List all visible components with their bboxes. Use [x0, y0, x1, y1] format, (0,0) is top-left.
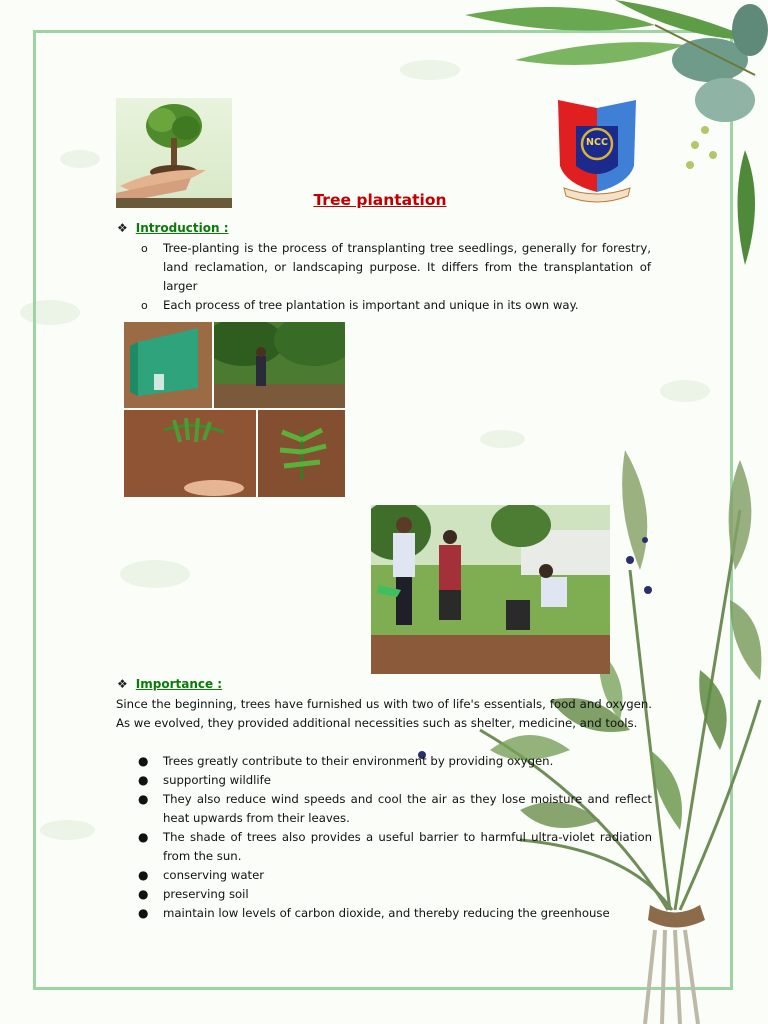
- circle-bullet-icon: o: [141, 242, 148, 255]
- ncc-logo: [556, 96, 638, 206]
- officials-planting-photo: [371, 505, 610, 674]
- intro-item: o Each process of tree plantation is important and unique in its own way.: [163, 296, 651, 315]
- tree-guard-photo: [124, 322, 212, 408]
- page-title: Tree plantation: [313, 191, 447, 209]
- people-planting-photo: [214, 322, 345, 408]
- importance-item: ● conserving water: [163, 866, 652, 885]
- diamond-bullet-icon: ❖: [117, 677, 128, 691]
- importance-item: ● They also reduce wind speeds and cool the air as they lose moisture and reflect heat upwards from their leaves.: [138, 792, 652, 825]
- bullet-dot-icon: ●: [138, 830, 149, 844]
- circle-bullet-icon: o: [141, 299, 148, 312]
- bullet-dot-icon: ●: [138, 887, 149, 901]
- seedling-soil-photo: [124, 410, 256, 497]
- diamond-bullet-icon: ❖: [117, 221, 128, 235]
- importance-item: ● supporting wildlife: [163, 771, 652, 790]
- importance-item: ● preserving soil: [163, 885, 652, 904]
- young-plant-photo: [258, 410, 345, 497]
- importance-paragraph: Since the beginning, trees have furnished us with two of life's essentials, food and oxygen. As we evolved, they provided additional necessities such as shelter, medicine, and tools.: [116, 697, 652, 730]
- importance-item: ● Trees greatly contribute to their environment by providing oxygen.: [163, 752, 652, 771]
- bullet-dot-icon: ●: [138, 792, 149, 806]
- bullet-dot-icon: ●: [138, 773, 149, 787]
- ncc-logo-text: NCC: [586, 137, 608, 148]
- bullet-dot-icon: ●: [138, 868, 149, 882]
- intro-item: o Tree-planting is the process of transplanting tree seedlings, generally for forestry, land reclamation, or landscaping purpose. It differs from the transplantation of larger: [141, 241, 651, 293]
- importance-heading: ❖ Importance :: [117, 677, 223, 691]
- bullet-dot-icon: ●: [138, 906, 149, 920]
- importance-item: ● The shade of trees also provides a useful barrier to harmful ultra-violet radiation from the sun.: [138, 830, 652, 863]
- importance-item: ● maintain low levels of carbon dioxide, and thereby reducing the greenhouse: [163, 904, 652, 923]
- sapling-in-hands-image: [116, 98, 232, 208]
- bullet-dot-icon: ●: [138, 754, 149, 768]
- introduction-heading: ❖ Introduction :: [117, 221, 229, 235]
